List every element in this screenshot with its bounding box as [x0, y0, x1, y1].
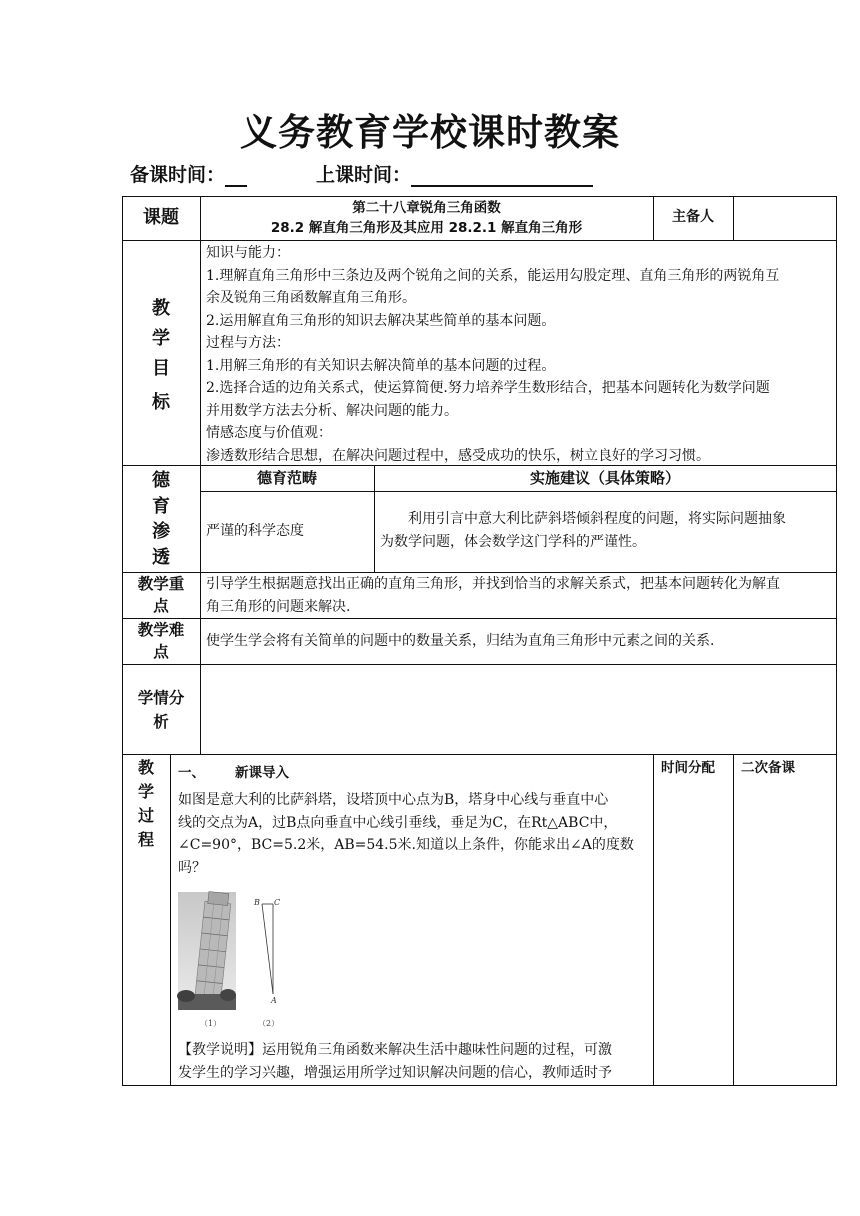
col-divider — [653, 754, 654, 1086]
goals-line: 1.用解三角形的有关知识去解决简单的基本问题的过程。 — [206, 357, 556, 374]
owner-value — [733, 196, 836, 240]
row-divider — [122, 754, 837, 755]
key-points-text — [206, 573, 834, 618]
goals-line: 1.理解直角三角形中三条边及两个锐角之间的关系，能运用勾股定理、直角三角形的两锐角互 — [206, 267, 780, 284]
goals-content — [206, 242, 834, 467]
moral-suggestion-header: 实施建议（具体策略） — [529, 469, 680, 487]
goals-line: 知识与能力： — [206, 245, 290, 261]
topic-section: 28.2 解直角三角形及其应用 28.2.1 解直角三角形 — [270, 220, 583, 236]
goals-line: 情感态度与价值观： — [206, 425, 332, 441]
topic-chapter: 第二十八章锐角三角函数 — [352, 200, 501, 216]
process-label-char: 过 — [137, 806, 154, 825]
section-title: 新课导入 — [235, 765, 289, 781]
row-divider — [122, 240, 837, 241]
moral-suggestion-line: 为数学问题，体会数学这门学科的严谨性。 — [380, 533, 646, 550]
teaching-note — [178, 1039, 650, 1084]
moral-category-header: 德育范畴 — [256, 469, 317, 487]
goals-label-char: 目 — [152, 358, 170, 379]
goals-line: 并用数学方法去分析、解决问题的能力。 — [206, 402, 458, 419]
difficulties-label-line: 教学难 — [137, 621, 185, 639]
moral-label-char: 渗 — [152, 521, 170, 542]
class-time — [316, 160, 593, 187]
second-prep-label: 二次备课 — [741, 760, 795, 776]
analysis-label — [122, 686, 200, 734]
document-title: 义务教育学校课时教案 — [240, 111, 620, 154]
moral-label-char: 透 — [152, 546, 170, 568]
goals-label-char: 教 — [152, 298, 170, 319]
goals-line: 过程与方法： — [206, 335, 290, 351]
prep-time-blank — [225, 165, 247, 187]
moral-label — [122, 468, 200, 570]
key-points-label-line: 点 — [153, 597, 169, 615]
goals-label-char: 学 — [152, 328, 170, 349]
process-label-char: 程 — [137, 830, 154, 849]
diagram-label-b: B — [254, 898, 260, 907]
figure-caption-2: （2） — [258, 1019, 280, 1028]
class-time-blank — [411, 165, 593, 187]
row-divider — [122, 664, 837, 665]
moral-label-char: 德 — [152, 470, 170, 491]
owner-label: 主备人 — [672, 209, 714, 225]
section-number: 一、 — [178, 765, 205, 781]
process-label — [122, 756, 170, 852]
goals-line: 渗透数形结合思想，在解决问题过程中，感受成功的快乐，树立良好的学习习惯。 — [206, 447, 710, 464]
key-points-line: 引导学生根据题意找出正确的直角三角形，并找到恰当的求解关系式，把基本问题转化为解直 — [206, 576, 780, 592]
goals-label — [122, 294, 200, 418]
goals-line: 2.选择合适的边角关系式，使运算简便.努力培养学生数形结合，把基本问题转化为数学问题 — [206, 380, 770, 396]
moral-suggestion — [380, 508, 834, 553]
time-allocation-label: 时间分配 — [661, 760, 715, 776]
intro-line: 如图是意大利的比萨斜塔，设塔顶中心点为B，塔身中心线与垂直中心 — [178, 792, 609, 808]
moral-category: 严谨的科学态度 — [206, 523, 304, 539]
difficulties-text: 使学生学会将有关简单的问题中的数量关系，归结为直角三角形中元素之间的关系. — [206, 633, 715, 649]
moral-suggestion-line: 利用引言中意大利比萨斜塔倾斜程度的问题，将实际问题抽象 — [408, 511, 786, 527]
analysis-label-line: 学情分 — [137, 689, 185, 707]
topic-label: 课题 — [143, 207, 179, 228]
key-points-line: 角三角形的问题来解决. — [206, 598, 351, 615]
goals-line: 余及锐角三角函数解直角三角形。 — [206, 290, 416, 306]
table-border-right — [836, 196, 837, 1086]
pisa-tower-illustration — [176, 890, 296, 1035]
prep-time — [130, 160, 247, 187]
key-points-label — [122, 573, 200, 617]
moral-label-char: 育 — [152, 495, 170, 517]
analysis-label-line: 析 — [153, 713, 169, 731]
intro-line: 吗？ — [178, 859, 206, 876]
difficulties-label — [122, 619, 200, 663]
table-border-bottom — [122, 1085, 837, 1086]
row-divider — [200, 491, 837, 492]
goals-label-char: 标 — [152, 392, 170, 413]
teaching-note-line: 发学生的学习兴趣，增强运用所学过知识解决问题的信心，教师适时予 — [178, 1064, 612, 1081]
process-label-char: 教 — [137, 758, 154, 777]
prep-time-label: 备课时间： — [130, 164, 226, 186]
intro-line: 线的交点为A，过B点向垂直中心线引垂线，垂足为C，在Rt△ABC中， — [178, 814, 618, 831]
teaching-note-line: 【教学说明】运用锐角三角函数来解决生活中趣味性问题的过程，可激 — [178, 1042, 612, 1058]
difficulties-label-line: 点 — [153, 643, 169, 661]
goals-line: 2.运用解直角三角形的知识去解决某些简单的基本问题。 — [206, 312, 556, 329]
process-label-char: 学 — [137, 782, 154, 801]
class-time-label: 上课时间： — [316, 164, 412, 186]
col-divider — [170, 754, 171, 1086]
intro-problem — [178, 789, 650, 879]
pisa-figure — [176, 890, 296, 1035]
row-divider — [122, 618, 837, 619]
intro-line: ∠C=90°，BC=5.2米，AB=54.5米.知道以上条件，你能求出∠A的度数 — [178, 837, 634, 854]
section-heading — [178, 762, 648, 785]
diagram-label-c: C — [274, 898, 281, 907]
key-points-label-line: 教学重 — [137, 575, 185, 593]
diagram-label-a: A — [271, 996, 277, 1005]
col-divider — [733, 754, 734, 1086]
figure-caption-1: （1） — [200, 1019, 222, 1028]
